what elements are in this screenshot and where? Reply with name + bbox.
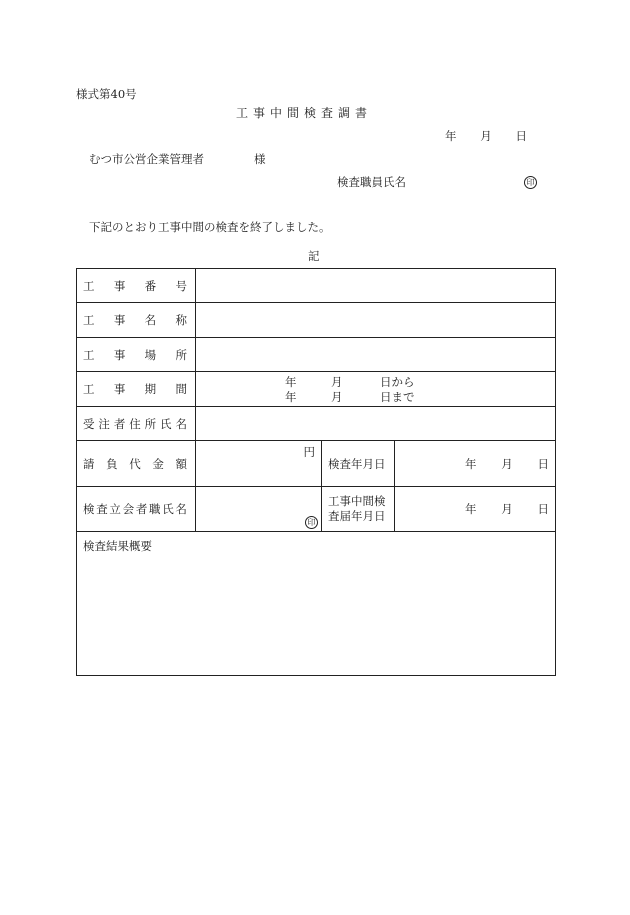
- page-title: 工事中間検査調書: [236, 106, 373, 120]
- addressee-name: むつ市公営企業管理者: [89, 152, 204, 166]
- amount-value: [196, 441, 322, 487]
- period-to-year: 年: [285, 390, 297, 404]
- inspection-table: [76, 268, 556, 676]
- summary-cell: [77, 532, 556, 676]
- table-row: [77, 532, 556, 676]
- ki-label: 記: [308, 249, 320, 263]
- work-name-value: [196, 303, 556, 338]
- inspector-label: 検査職員氏名: [337, 175, 406, 189]
- table-row: [77, 303, 556, 338]
- inspection-date-value: 年 月 日: [395, 441, 556, 487]
- table-row: [77, 269, 556, 303]
- date-header: [445, 128, 527, 144]
- table-row: [77, 372, 556, 407]
- witness-value: [196, 487, 322, 532]
- work-number-label: 工 事 番 号: [83, 278, 187, 293]
- work-place-label: 工 事 場 所: [83, 347, 187, 362]
- period-to-month: 月: [331, 390, 343, 404]
- period-from-year: 年: [285, 375, 297, 389]
- seal-icon: [524, 174, 537, 189]
- amount-label: 請 負 代 金 額: [83, 456, 187, 471]
- date-year-label: 年: [445, 129, 457, 143]
- table-row: [77, 407, 556, 441]
- work-period-label: 工 事 期 間: [83, 382, 187, 396]
- contractor-label: 受 注 者 住 所 氏 名: [83, 416, 187, 431]
- seal-icon: 印: [305, 516, 318, 529]
- summary-label: 検査結果概要: [83, 539, 152, 553]
- date-month-label: 月: [480, 129, 492, 143]
- witness-label: 検 査 立 会 者 職 氏 名: [83, 502, 187, 516]
- amount-unit: 円: [303, 444, 315, 459]
- form-number: 様式第40号: [76, 87, 137, 101]
- work-number-value: [196, 269, 556, 303]
- period-from-month: 月: [331, 375, 343, 389]
- inspector-seal: 印: [524, 176, 537, 189]
- table-row: [77, 441, 556, 487]
- table-row: [77, 338, 556, 372]
- date-day-label: 日: [515, 129, 527, 143]
- work-name-label: 工 事 名 称: [83, 313, 187, 327]
- work-place-value: [196, 338, 556, 372]
- addressee-honorific: 様: [254, 152, 266, 166]
- inspection-date-label: 検査年月日: [322, 441, 395, 487]
- statement-text: 下記のとおり工事中間の検査を終了しました。: [89, 220, 331, 234]
- notice-date-label: 工事中間検 査届年月日: [322, 487, 395, 532]
- contractor-value: [196, 407, 556, 441]
- notice-date-value: 年 月 日: [395, 487, 556, 532]
- period-to-day: 日まで: [380, 390, 415, 404]
- table-row: [77, 487, 556, 532]
- period-from-day: 日から: [380, 375, 415, 389]
- work-period-value: [196, 372, 556, 407]
